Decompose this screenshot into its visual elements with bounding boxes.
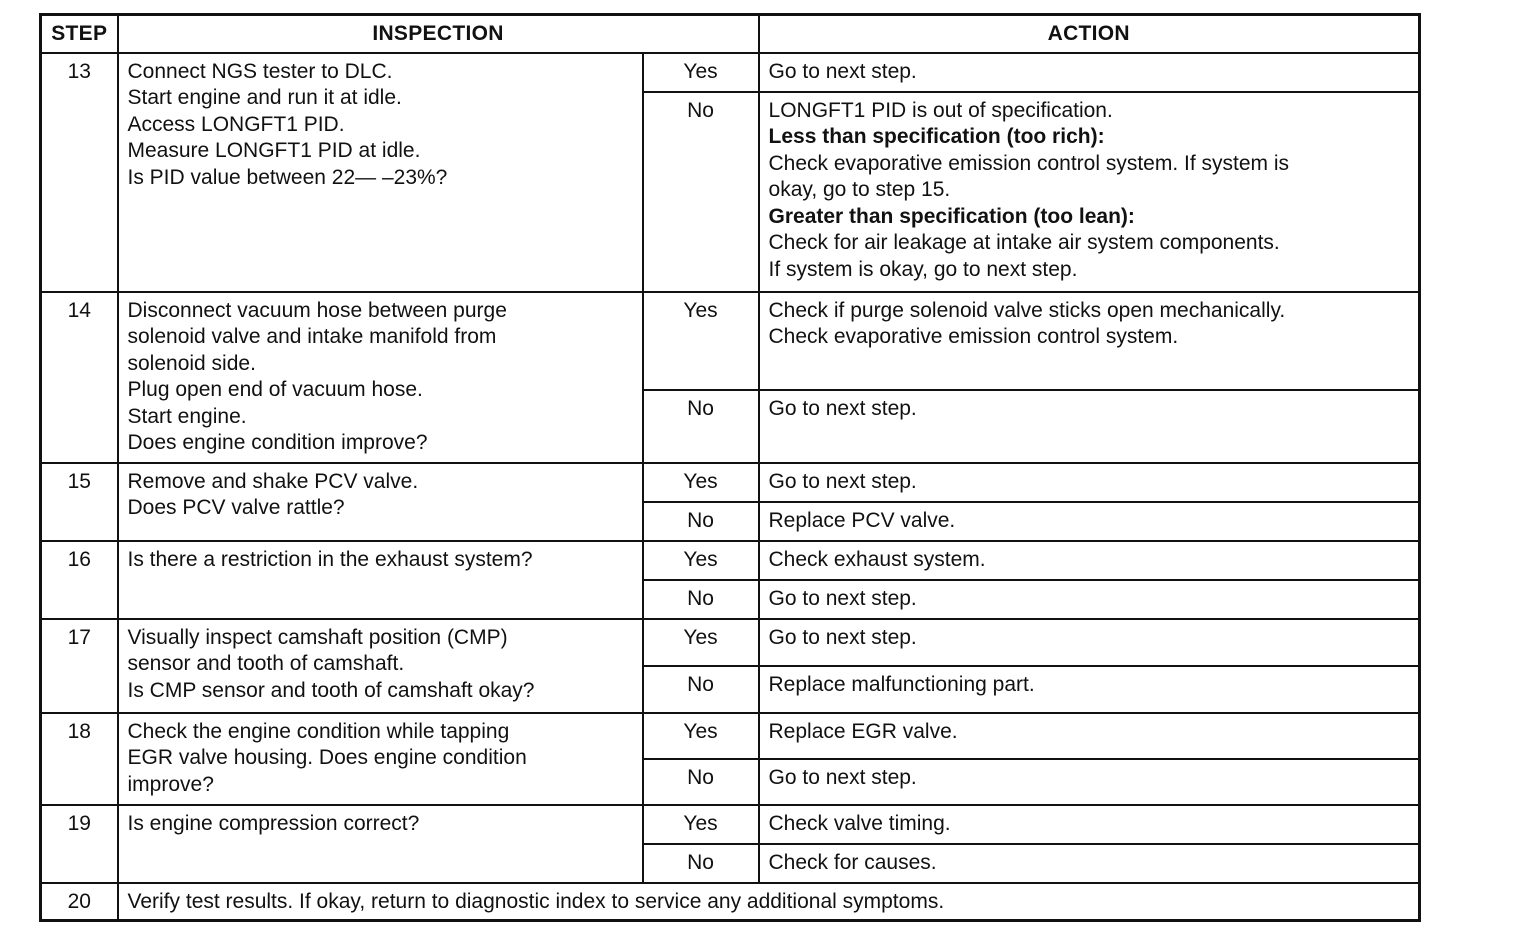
answer-no: No bbox=[643, 580, 759, 619]
step-number: 17 bbox=[41, 619, 118, 713]
action-yes bbox=[759, 713, 1420, 759]
diagnostic-table bbox=[39, 13, 1421, 922]
action-line: Go to next step. bbox=[768, 469, 917, 493]
action-yes bbox=[759, 619, 1420, 666]
table-row bbox=[41, 53, 1420, 92]
action-yes bbox=[759, 805, 1420, 844]
action-no bbox=[759, 666, 1420, 713]
final-step-line: Verify test results. If okay, return to diagnostic index to service any additional symptoms. bbox=[127, 889, 945, 913]
answer-yes: Yes bbox=[643, 805, 759, 844]
step-number: 16 bbox=[41, 541, 118, 619]
inspection-line: Does PCV valve rattle? bbox=[127, 496, 345, 519]
inspection-line: Visually inspect camshaft position (CMP) bbox=[127, 625, 508, 649]
table-row bbox=[41, 619, 1420, 666]
step-number: 18 bbox=[41, 713, 118, 805]
header-action: ACTION bbox=[759, 15, 1420, 53]
action-line: Check for causes. bbox=[768, 850, 937, 874]
answer-yes: Yes bbox=[643, 619, 759, 666]
header-step: STEP bbox=[41, 15, 118, 53]
answer-yes: Yes bbox=[643, 463, 759, 502]
inspection-line: Is CMP sensor and tooth of camshaft okay? bbox=[127, 678, 535, 702]
inspection-text bbox=[118, 805, 643, 883]
inspection-line: Check the engine condition while tapping bbox=[127, 719, 510, 743]
action-line: Go to next step. bbox=[768, 586, 917, 610]
step-number: 20 bbox=[41, 883, 118, 921]
inspection-text bbox=[118, 619, 643, 713]
table-row bbox=[41, 292, 1420, 390]
action-no bbox=[759, 580, 1420, 619]
action-line: Go to next step. bbox=[768, 396, 917, 420]
action-heading: Less than specification (too rich): bbox=[768, 125, 1105, 148]
inspection-text bbox=[118, 713, 643, 805]
action-line: Replace malfunctioning part. bbox=[768, 672, 1035, 696]
table-row bbox=[41, 463, 1420, 502]
inspection-line: EGR valve housing. Does engine condition bbox=[127, 746, 527, 769]
final-step-text bbox=[118, 883, 1420, 921]
action-line: Check exhaust system. bbox=[768, 547, 986, 571]
action-line: Check if purge solenoid valve sticks open mechanically. bbox=[768, 298, 1286, 322]
inspection-line: Is engine compression correct? bbox=[127, 811, 420, 835]
action-no bbox=[759, 844, 1420, 883]
step-number: 15 bbox=[41, 463, 118, 541]
answer-yes: Yes bbox=[643, 541, 759, 580]
action-no bbox=[759, 759, 1420, 805]
step-number: 13 bbox=[41, 53, 118, 292]
action-line: okay, go to step 15. bbox=[768, 178, 951, 201]
table-row bbox=[41, 883, 1420, 921]
action-no bbox=[759, 502, 1420, 541]
action-yes bbox=[759, 463, 1420, 502]
inspection-line: Remove and shake PCV valve. bbox=[127, 469, 419, 493]
action-no bbox=[759, 92, 1420, 292]
inspection-line: Is PID value between 22— –23%? bbox=[127, 165, 448, 189]
inspection-line: Plug open end of vacuum hose. bbox=[127, 378, 423, 401]
step-number: 14 bbox=[41, 292, 118, 463]
step-number: 19 bbox=[41, 805, 118, 883]
answer-no: No bbox=[643, 759, 759, 805]
answer-no: No bbox=[643, 666, 759, 713]
inspection-line: solenoid side. bbox=[127, 351, 256, 375]
action-line: Replace EGR valve. bbox=[768, 719, 958, 743]
inspection-text bbox=[118, 541, 643, 619]
inspection-line: Start engine. bbox=[127, 404, 247, 428]
action-line: Go to next step. bbox=[768, 765, 917, 789]
header-row bbox=[41, 15, 1420, 53]
action-yes bbox=[759, 53, 1420, 92]
inspection-line: improve? bbox=[127, 772, 214, 796]
answer-yes: Yes bbox=[643, 713, 759, 759]
answer-no: No bbox=[643, 502, 759, 541]
action-line: Replace PCV valve. bbox=[768, 508, 956, 532]
action-line: Check valve timing. bbox=[768, 811, 951, 835]
action-heading: Greater than specification (too lean): bbox=[768, 204, 1135, 228]
inspection-line: solenoid valve and intake manifold from bbox=[127, 325, 497, 348]
table-row bbox=[41, 713, 1420, 759]
answer-yes: Yes bbox=[643, 292, 759, 390]
action-line: LONGFT1 PID is out of specification. bbox=[768, 98, 1113, 122]
action-line: Go to next step. bbox=[768, 59, 917, 83]
table-row bbox=[41, 805, 1420, 844]
answer-no: No bbox=[643, 92, 759, 292]
inspection-line: Access LONGFT1 PID. bbox=[127, 112, 345, 136]
action-yes bbox=[759, 292, 1420, 390]
action-yes bbox=[759, 541, 1420, 580]
inspection-line: Disconnect vacuum hose between purge bbox=[127, 298, 507, 322]
action-line: Check evaporative emission control system. If system is bbox=[768, 151, 1290, 175]
inspection-text bbox=[118, 463, 643, 541]
inspection-line: Is there a restriction in the exhaust system? bbox=[127, 547, 533, 571]
inspection-line: Measure LONGFT1 PID at idle. bbox=[127, 139, 421, 162]
answer-no: No bbox=[643, 844, 759, 883]
inspection-text bbox=[118, 53, 643, 292]
action-line: Check for air leakage at intake air system components. bbox=[768, 231, 1280, 254]
inspection-line: Start engine and run it at idle. bbox=[127, 86, 402, 109]
inspection-text bbox=[118, 292, 643, 463]
answer-yes: Yes bbox=[643, 53, 759, 92]
header-inspection: INSPECTION bbox=[118, 15, 759, 53]
inspection-line: Does engine condition improve? bbox=[127, 431, 428, 454]
answer-no: No bbox=[643, 390, 759, 463]
action-line: If system is okay, go to next step. bbox=[768, 257, 1078, 281]
action-line: Check evaporative emission control system. bbox=[768, 325, 1179, 348]
action-line: Go to next step. bbox=[768, 625, 917, 649]
inspection-line: Connect NGS tester to DLC. bbox=[127, 59, 393, 83]
action-no bbox=[759, 390, 1420, 463]
table-row bbox=[41, 541, 1420, 580]
inspection-line: sensor and tooth of camshaft. bbox=[127, 652, 405, 675]
